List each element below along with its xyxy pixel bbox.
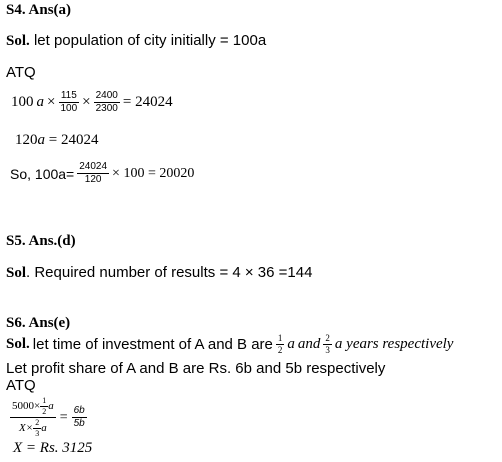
s6-tail: a years respectively bbox=[334, 336, 454, 352]
s6-atq: ATQ bbox=[6, 377, 36, 394]
s4-sol-label: Sol. bbox=[6, 33, 30, 49]
s6-eq1-equals: = bbox=[59, 409, 68, 425]
s6-eq1-rhs-fraction bbox=[72, 406, 87, 429]
s4-eq1-result: = 24024 bbox=[122, 94, 173, 110]
s6-eq1-den-prefix: X× bbox=[19, 422, 34, 434]
s4-heading: S4. Ans(a) bbox=[6, 2, 72, 18]
s6-eq1-lhs-numerator bbox=[10, 397, 56, 418]
s5-solution-line bbox=[6, 265, 312, 281]
s6-sol-text: let time of investment of A and B are bbox=[32, 336, 273, 353]
s6-eq1-den-fraction bbox=[33, 419, 41, 438]
s5-sol-label: Sol bbox=[6, 265, 27, 281]
s4-eq3-numerator: 24024 bbox=[79, 161, 108, 172]
s6-solution-line bbox=[6, 334, 453, 355]
s6-equation-2: X = Rs. 3125 bbox=[13, 440, 93, 456]
s4-eq1-f2-numerator: 2400 bbox=[95, 90, 118, 101]
s6-equation-1 bbox=[10, 397, 87, 438]
s6-eq1-lhs-fraction bbox=[10, 397, 56, 438]
s6-line-2: Let profit share of A and B are Rs. 6b and 5b respectively bbox=[6, 360, 386, 377]
s5-heading: S5. Ans.(d) bbox=[6, 233, 76, 249]
s5-sol-text: . Required number of results = 4 × 36 =144 bbox=[26, 264, 313, 281]
s4-eq1-fraction-2 bbox=[94, 91, 120, 114]
s6-sol-label: Sol. bbox=[6, 336, 30, 352]
s6-frac1-numerator: 1 bbox=[277, 333, 283, 343]
s6-eq1-rhs-denominator: 5b bbox=[73, 418, 85, 429]
s6-heading: S6. Ans(e) bbox=[6, 315, 71, 331]
s6-frac2-denominator: 3 bbox=[325, 345, 330, 355]
s4-eq1-times-1: × bbox=[47, 94, 56, 110]
s6-eq1-num-frac-denominator: 2 bbox=[42, 407, 47, 416]
s4-eq2-prefix: 120 bbox=[15, 132, 38, 148]
s4-eq1-f1-denominator: 100 bbox=[60, 103, 78, 114]
s4-equation-3 bbox=[10, 162, 194, 185]
s4-eq2-var: a bbox=[37, 132, 45, 148]
s6-eq1-den-frac-numerator: 2 bbox=[35, 418, 40, 427]
s6-frac1-denominator: 2 bbox=[277, 345, 283, 355]
s4-eq1-f2-denominator: 2300 bbox=[95, 103, 118, 114]
s6-and: and bbox=[297, 336, 321, 352]
s6-fraction-two-thirds bbox=[323, 334, 332, 355]
s4-equation-2 bbox=[15, 133, 98, 148]
s4-eq1-fraction-1 bbox=[58, 91, 79, 114]
s4-eq1-var: a bbox=[36, 94, 44, 110]
s6-eq1-rhs-numerator: 6b bbox=[73, 405, 85, 416]
s4-eq3-lead: So, 100a= bbox=[10, 165, 75, 182]
s6-frac2-numerator: 2 bbox=[325, 333, 330, 343]
s4-solution-line bbox=[6, 33, 266, 49]
s6-fraction-half bbox=[276, 334, 285, 355]
s6-eq1-lhs-denominator bbox=[17, 418, 49, 438]
s4-eq1-f1-numerator: 115 bbox=[60, 90, 77, 101]
s4-atq: ATQ bbox=[6, 64, 36, 81]
s4-eq1-prefix: 100 bbox=[11, 94, 34, 110]
s4-eq3-fraction bbox=[77, 162, 109, 185]
s4-sol-text: let population of city initially = 100a bbox=[33, 32, 267, 49]
s4-equation-1 bbox=[11, 91, 173, 114]
s4-eq1-times-2: × bbox=[82, 94, 91, 110]
s6-eq1-num-prefix: 5000× bbox=[12, 400, 41, 412]
s6-eq1-den-var: a bbox=[41, 422, 47, 434]
s6-var-a: a bbox=[287, 336, 295, 352]
s6-eq1-den-frac-denominator: 3 bbox=[35, 429, 40, 438]
s6-eq1-num-frac-numerator: 1 bbox=[42, 396, 47, 405]
s6-eq1-num-var: a bbox=[48, 400, 54, 412]
s4-eq3-denominator: 120 bbox=[84, 174, 102, 185]
s4-eq2-result: = 24024 bbox=[48, 132, 99, 148]
s4-eq3-tail: × 100 = 20020 bbox=[112, 165, 195, 181]
s6-eq1-num-fraction bbox=[40, 397, 48, 416]
